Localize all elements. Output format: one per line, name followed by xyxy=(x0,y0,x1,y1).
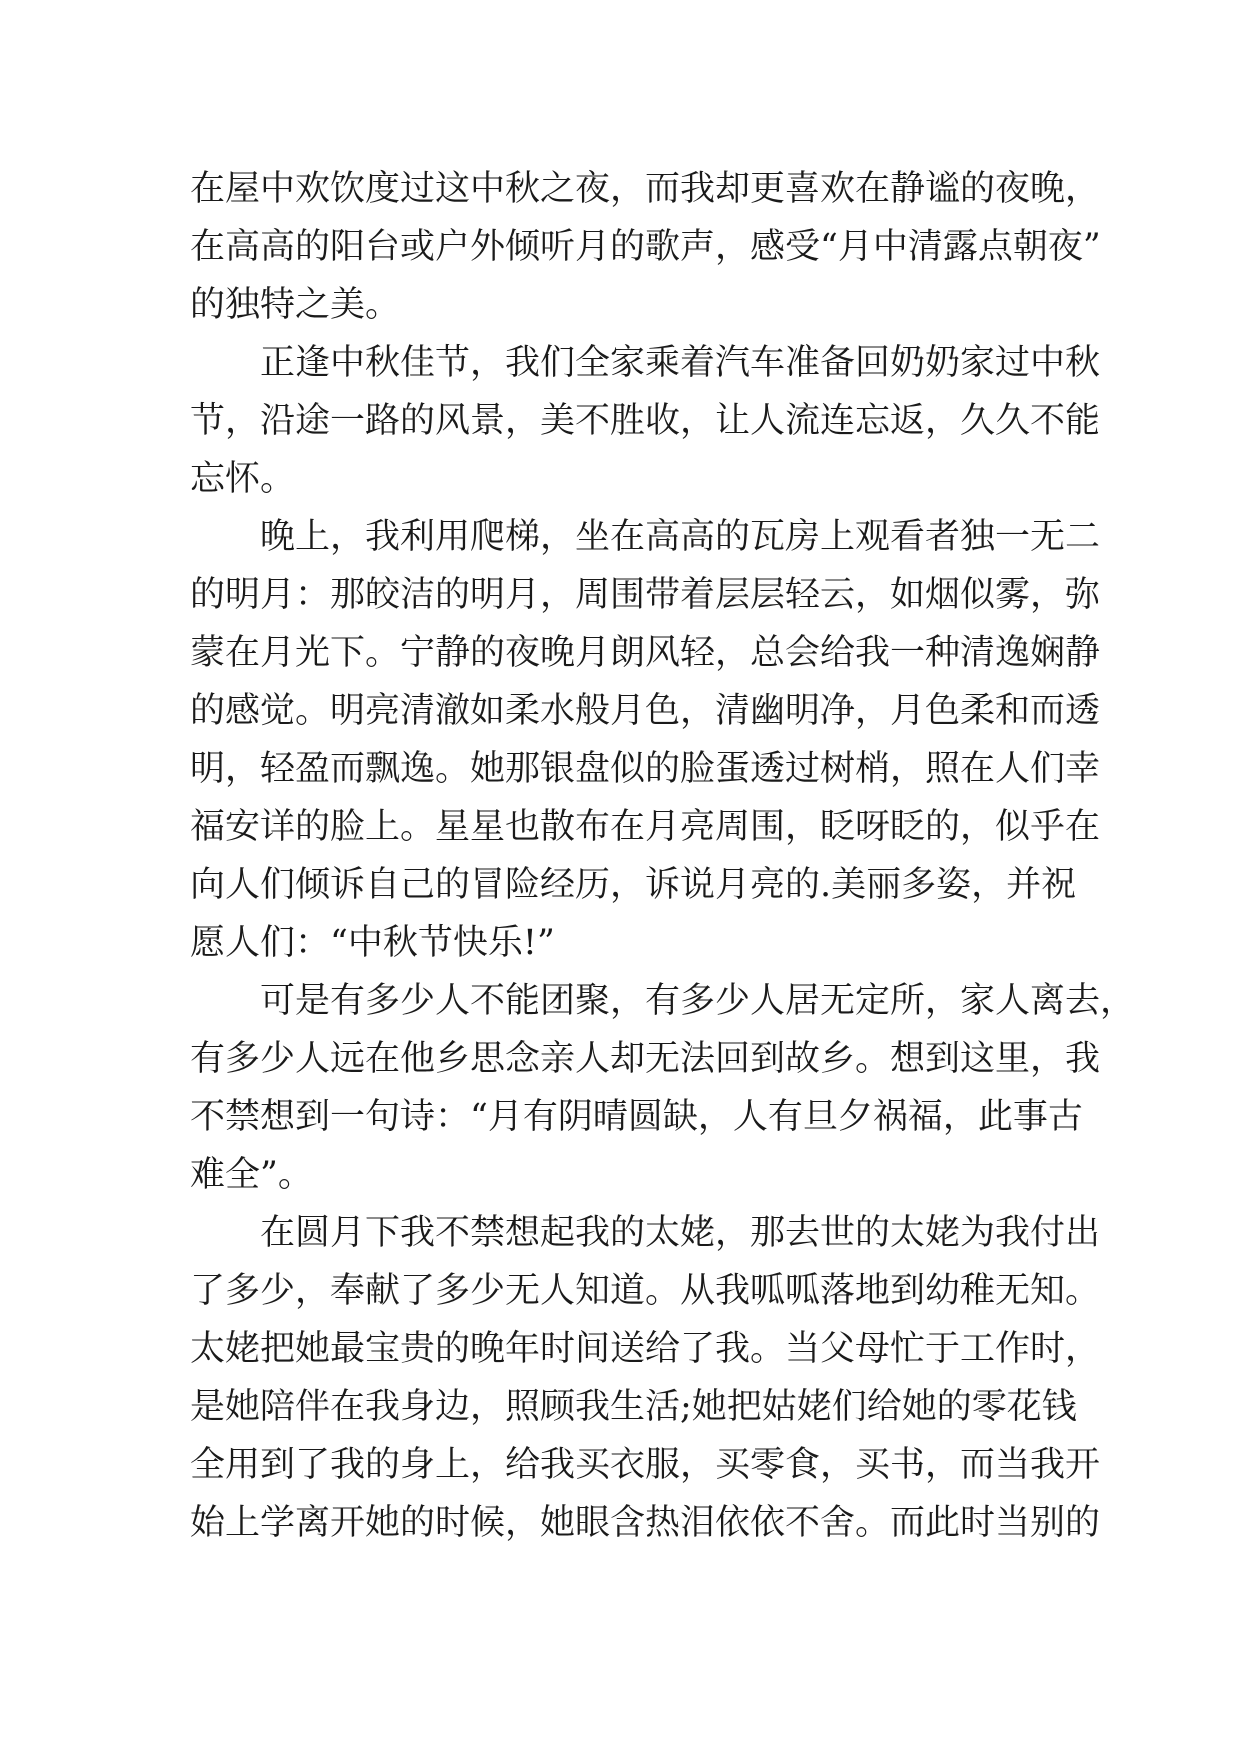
text-line: 了多少，奉献了多少无人知道。从我呱呱落地到幼稚无知。 xyxy=(190,1271,1101,1311)
paragraph-1 xyxy=(190,160,1101,334)
text-line: 难全”。 xyxy=(190,1155,313,1195)
text-line: 在圆月下我不禁想起我的太姥，那去世的太姥为我付出 xyxy=(260,1213,1101,1253)
text-line: 蒙在月光下。宁静的夜晚月朗风轻，总会给我一种清逸娴静 xyxy=(190,633,1101,673)
text-line: 太姥把她最宝贵的晚年时间送给了我。当父母忙于工作时， xyxy=(190,1329,1101,1369)
text-line: 正逢中秋佳节，我们全家乘着汽车准备回奶奶家过中秋 xyxy=(260,343,1101,383)
text-line: 不禁想到一句诗：“月有阴晴圆缺，人有旦夕祸福，此事古 xyxy=(190,1097,1083,1137)
text-line: 全用到了我的身上，给我买衣服，买零食，买书，而当我开 xyxy=(190,1445,1101,1485)
paragraph-4 xyxy=(190,972,1136,1204)
text-line: 明，轻盈而飘逸。她那银盘似的脸蛋透过树梢，照在人们幸 xyxy=(190,749,1101,789)
paragraph-2 xyxy=(190,334,1101,508)
text-line: 节，沿途一路的风景，美不胜收，让人流连忘返，久久不能 xyxy=(190,401,1101,441)
text-line: 的感觉。明亮清澈如柔水般月色，清幽明净，月色柔和而透 xyxy=(190,691,1101,731)
text-line: 有多少人远在他乡思念亲人却无法回到故乡。想到这里，我 xyxy=(190,1039,1101,1079)
text-line: 在高高的阳台或户外倾听月的歌声，感受“月中清露点朝夜” xyxy=(190,227,1101,267)
text-line: 的明月：那皎洁的明月，周围带着层层轻云，如烟似雾，弥 xyxy=(190,575,1101,615)
text-line: 始上学离开她的时候，她眼含热泪依依不舍。而此时当别的 xyxy=(190,1503,1101,1543)
text-line: 的独特之美。 xyxy=(190,285,401,325)
text-line: 晚上，我利用爬梯，坐在高高的瓦房上观看者独一无二 xyxy=(260,517,1101,557)
text-line: 向人们倾诉自己的冒险经历，诉说月亮的.美丽多姿，并祝 xyxy=(190,865,1077,905)
text-line: 可是有多少人不能团聚，有多少人居无定所，家人离去， xyxy=(260,981,1136,1021)
text-line: 是她陪伴在我身边，照顾我生活;她把姑姥们给她的零花钱 xyxy=(190,1387,1077,1427)
text-line: 愿人们：“中秋节快乐!” xyxy=(190,923,555,963)
text-line: 福安详的脸上。星星也散布在月亮周围，眨呀眨的，似乎在 xyxy=(190,807,1101,847)
text-line: 忘怀。 xyxy=(190,459,296,499)
paragraph-3 xyxy=(190,508,1101,972)
paragraph-5 xyxy=(190,1204,1101,1552)
text-line: 在屋中欢饮度过这中秋之夜，而我却更喜欢在静谧的夜晚， xyxy=(190,169,1101,209)
essay-body xyxy=(190,160,1136,1552)
